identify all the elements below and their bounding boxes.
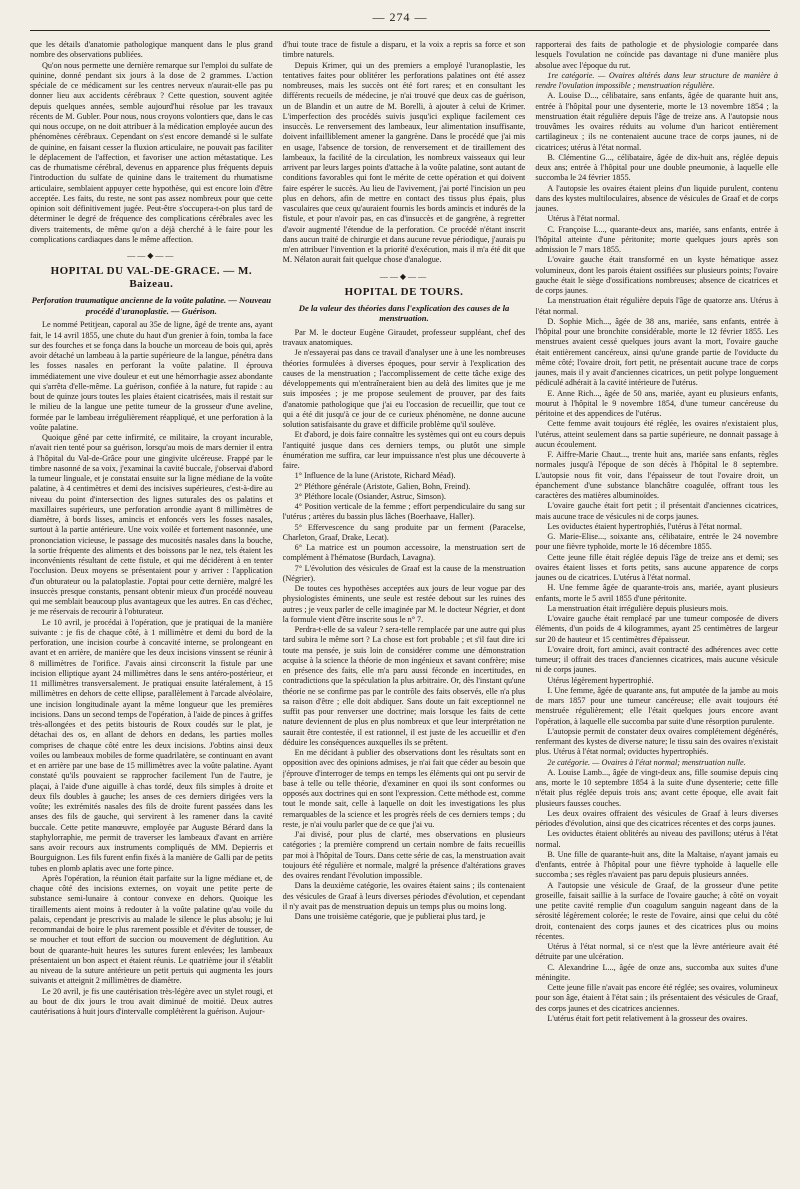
observation: A l'autopsie une vésicule de Graaf, de la grosseur d'une petite groseille, faisait saillie à la surface de l'ovaire gauche; à côté on voyait une petite cavité remplie d'un coagulum sanguin nageant dans de la sérosité légèrement colorée; le reste de l'ovaire, ainsi que celui du côté droit, contenaient des corps jaunes et des cicatrices plus ou moins récentes. [535, 880, 779, 941]
list-item: 3° Pléthore locale (Osiander, Astruc, Simson). [294, 491, 446, 501]
paragraph: Je n'essayerai pas dans ce travail d'analyser une à une les nombreuses théories formulées à diverses époques, pour servir à l'explication des causes de la menstruation ; l'accomplissement de cette tâche exige des développements qui m'entraîneraient bien au delà des limites que je me suis imposées ; je me propose seulement de prouver, par des faits d'anatomie pathologique que j'ai eu l'occasion de recueillir, que tout ce qui a été dit jusqu'à ce jour de ce curieux phénomène, ne donne aucune solution satisfaisante du grave et difficile problème qu'il soulève. [282, 348, 526, 429]
paragraph: En me décidant à publier des observations dont les résultats sont en opposition avec des opinions admises, je n'ai fait que céder au besoin que j'éprouve d'interroger de temps en temps les éléments qui ont pu servir de base à telle ou telle théorie, d'examiner en quoi ils sont conformes ou opposés aux doctrines qui en sont l'expression. Cette méthode est, comme tout le monde sait, celle à laquelle on doit les investigations les plus remarquables de la science et les progrès réels de ces derniers temps ; du reste, je n'ai voulu parler que de ce que j'ai vu. [282, 748, 526, 829]
observation: Utérus à l'état normal, si ce n'est que la lèvre antérieure avait été détruite par une ulcération. [535, 942, 779, 962]
category-heading: 1re catégorie. — Ovaires altérés dans leur structure de manière à rendre l'ovulation impossible ; menstruation régulière. [535, 70, 779, 90]
observation: Les oviductes étaient hypertrophiés, l'utérus à l'état normal. [547, 521, 742, 531]
paragraph: Le 10 avril, je procédai à l'opération, que je pratiquai de la manière suivante : je fis de chaque côté, à 1 millimètre et demi du bord de la perforation, une incision courbe à concavité interne, se prolongeant en avant et en arrière, de manière que les deux incisions vinssent se réunir à 8 millimètres de l'orifice. J'avais ainsi circonscrit la fistule par une incision elliptique ayant 24 millimètres dans le sens antéro-postérieur, et 11 millimètres transversalement. Je pratiquai ensuite latéralement, à 15 millimètres en dehors de cette ellipse, parallèlement à l'arcade alvéolaire, une incision longitudinale ayant la même longueur que les premières incisions. Dans un second temps de l'opération, à l'aide de pinces à griffes très-allongées et des petits bistouris de Roux coudés sur le plat, je détachai des os, en allant de dehors en dedans, les parties molles comprises de chaque côté entre les deux incisions. J'obtins ainsi deux voiles ou lambeaux mobiles de forme quadrilatère, se continuant en avant et en arrière par une base de 15 millimètres avec la voûte palatine. Ayant constaté qu'ils pouvaient se rapprocher facilement l'un de l'autre, je plaçai, à l'aide d'une aiguille à chas tordé, deux fils simples à droite et deux fils doubles à gauche; les anses de ces derniers dirigées vers la voûte; les extrémités nasales des fils de droite furent passées dans les anses des fils de gauche, qui servirent à les ramener dans la cavité buccale. Cette petite manœuvre, employée par Auguste Bérard dans la staphylorraphie, me permit de traverser les lambeaux d'avant en arrière sans avoir recours aux instruments compliqués de MM. Depierris et Bourguignon. Les fils furent enfin fixés à la manière de Galli par de petits tubes en plomb aplatis avec une forte pince. [30, 617, 273, 873]
section-subtitle: Perforation traumatique ancienne de la voûte palatine. — Nouveau procédé d'uranoplastie. — Guérison. [31, 295, 272, 316]
observation: L'utérus était fort petit relativement à la grosseur des ovaires. [547, 1013, 748, 1023]
observation: L'ovaire gauche était fort petit ; il présentait d'anciennes cicatrices, mais aucune trace de vésicules ni de corps jaunes. [535, 501, 779, 521]
observation: H. Une femme âgée de quarante-trois ans, mariée, ayant plusieurs enfants, morte le 5 avril 1855 d'une péritonite. [535, 583, 779, 603]
paragraph: d'hui toute trace de fistule a disparu, et la voix a repris sa force et son timbre naturels. [282, 40, 526, 60]
list-item: 4° Position verticale de la femme ; effort perpendiculaire du sang sur l'utérus ; artères du bassin plus lâches (Boerhaave, Haller). [282, 502, 526, 522]
observation: F. Aiffre-Marie Chaut..., trente huit ans, mariée sans enfants, règles normales jusqu'à l'époque de son décès à l'hôpital le 8 septembre. L'autopsie nous fit voir, dans l'épaisseur de tout l'ovaire droit, un épanchement d'une substance blanchâtre coagulée, offrant tous les caractères des matières albuminoïdes. [535, 450, 779, 500]
section-title: HOPITAL DE TOURS. [344, 285, 464, 298]
list-item: 5° Effervescence du sang produite par un ferment (Paracelse, Charleton, Graaf, Drake, Lecat). [282, 522, 526, 542]
paragraph: De toutes ces hypothèses acceptées aux jours de leur vogue par des physiologistes éminents, une seule est restée debout sur les ruines des autres ; je veux parler de celle imaginée par M. le docteur Négrier, et dont la formule vient d'être inscrite sous le n° 7. [282, 584, 526, 624]
column-1 [30, 40, 273, 1181]
observation: A. Louise Lamb..., âgée de vingt-deux ans, fille soumise depuis cinq ans, morte le 10 septembre 1854 à la suite d'une dysenterie; cette fille n'était plus réglée depuis trois ans; avant cette époque, elle avait fait plusieurs fausses couches. [535, 767, 779, 808]
page-number: — 274 — [372, 10, 428, 24]
observation: Les oviductes étaient oblitérés au niveau des pavillons; utérus à l'état normal. [535, 829, 779, 849]
observation: B. Clémentine G..., célibataire, âgée de dix-huit ans, réglée depuis deux ans; entrée à l'hôpital pour une double pneumonie, à laquelle elle succomba le 24 février 1855. [535, 152, 779, 183]
paragraph: Dans la deuxième catégorie, les ovaires étaient sains ; ils contenaient des vésicules de Graaf à leurs diverses périodes d'évolution, et cependant il n'y avait pas de menstruation depuis un temps plus ou moins long. [282, 881, 526, 911]
column-3 [535, 40, 778, 1181]
observation: La menstruation était irrégulière depuis plusieurs mois. [547, 603, 729, 613]
observation: L'ovaire droit, fort aminci, avait contracté des adhérences avec cette tumeur; il offrait des traces d'anciennes cicatrices, mais aucune vésicule ni de corps jaunes. [535, 644, 779, 675]
paragraph: Depuis Krimer, qui un des premiers a employé l'uranoplastie, les tentatives faites pour oblitérer les perforations palatines ont été assez nombreuses, mais les succès ont été fort rares; et en consultant les différents recueils de médecine, je n'ai trouvé que deux cas de guérison, un de Blandin et un autre de M. Borelli, à ajouter à celui de Krimer. L'imperfection des procédés suivis jusqu'ici explique facilement ces insuccès. Le renversement des lambeaux, leur alimentation insuffisante, doivent infailliblement amener la gangrène. Dans le procédé que j'ai mis en usage, l'absence de torsion, de renversement et de tiraillement des lambeaux, la facilité de la circulation, les nombreux vaisseaux qui leur arrivent par leurs larges points d'attache à la voûte palatine, sont autant de conditions favorables qui font le mérite de cette opération et qui doivent faire espérer le succès. Au lieu de l'avivement, j'ai porté l'incision un peu plus en dehors, afin de mettre en contact des tissus plus épais, plus vasculaires que ceux qu'auraient fournis les bords amincis et indurés de la fistule, et pour n'avoir pas, en cas d'insuccès et de gangrène, à regretter d'avoir augmenté l'étendue de la perforation. Ce procédé n'étant inscrit dans aucun traité de chirurgie et dans aucune revue périodique, j'aurais pu m'en attribuer l'invention et la priorité d'exécution, mais il m'a été dit que M. Nélaton aurait fait quelque chose d'analogue. [282, 60, 526, 265]
ornament-divider: ——◆—— [379, 271, 429, 281]
paragraph: J'ai divisé, pour plus de clarté, mes observations en plusieurs catégories ; la première comprend un certain nombre de faits recueillis par moi à l'hôpital de Tours. Dans cette série de cas, la menstruation avait toujours été régulière et normale, malgré la présence d'altérations graves des ovaires rendant l'évolution impossible. [282, 830, 526, 880]
header-rule [30, 30, 770, 31]
observation: Les deux ovaires offraient des vésicules de Graaf à leurs diverses périodes d'évolution, ainsi que des cicatrices récentes et des corps jaunes. [535, 808, 779, 828]
observation: Utérus légèrement hypertrophié. [547, 675, 654, 685]
observation: Utérus à l'état normal. [547, 214, 620, 224]
list-item: 2° Pléthore générale (Aristote, Galien, Bohn, Freind). [294, 481, 471, 491]
paragraph: Perdra-t-elle de sa valeur ? sera-telle remplacée par une autre qui plus tard subira le même sort ? La chose est fort probable ; et s'il faut dire ici toute ma pensée, je suis loin de considérer comme une démonstration acquise à la science la théorie de mon ingénieux et savant confrère; mise en présence des faits, elle m'a paru aussi féconde en incertitudes, en contradictions que la spéculation la plus arbitraire. Or, dès l'instant qu'une théorie ne se confirme pas par le contrôle des faits observés, elle n'a plus sa raison d'être ; elle doit abdiquer. Sans doute un fait exceptionnel ne suffit pas pour renverser une doctrine; mais lorsque les faits de cette nature deviennent de plus en plus nombreux et que leur interprétation ne saurait être contestée, il est rationnel, il est juste de les accueillir et d'en déduire les conséquences auxquelles ils se prêtent. [282, 625, 526, 747]
observation: B. Une fille de quarante-huit ans, dite la Maltaise, n'ayant jamais eu d'enfants, entrée à l'hôpital pour une fièvre typhoïde à laquelle elle succomba ; ses règles n'avaient pas paru depuis plusieurs années. [535, 849, 779, 880]
observation: Cette jeune fille n'avait pas encore été réglée; ses ovaires, volumineux pour son âge, étaient à l'état sain ; ils présentaient des vésicules de Graaf, des corps jaunes et des cicatrices anciennes. [535, 983, 779, 1013]
list-item: 6° La matrice est un poumon accessoire, la menstruation sert de complément à l'hématose (Burdach, Lavagna). [282, 543, 526, 563]
observation: D. Sophie Mich..., âgée de 38 ans, mariée, sans enfants, entrée à l'hôpital pour une bronchite considérable, morte le 12 février 1855. Les menstrues avaient cessé quelques jours avant la mort, l'ovaire gauche était entièrement cancéreux, ainsi qu'une grande partie de l'oviducte du même côté; l'ovaire droit, fort petit, ne présentait aucune trace de corps jaunes, mais il y avait d'anciennes cicatrices, un petit polype longuement pédiculé adhérait à la cavité intérieure de l'utérus. [535, 316, 779, 388]
observation: A l'autopsie les ovaires étaient pleins d'un liquide purulent, contenu dans des kystes multiloculaires, absence de vésicules de Graaf et de corps jaunes. [535, 183, 779, 213]
paragraph: rapporterai des faits de pathologie et de physiologie comparée dans lesquels l'ovulation ne coïncide pas davantage ni d'une manière plus absolue avec l'époque du rut. [535, 40, 779, 70]
observation: I. Une femme, âgée de quarante ans, fut amputée de la jambe au mois de mars 1857 pour une tumeur cancéreuse; elle avait toujours été menstruée régulièrement; elle l'était quelques jours encore avant l'opération, à laquelle elle succomba par suite d'une résorption purulente. [535, 685, 779, 726]
column-2 [283, 40, 526, 1181]
observation: L'autopsie permit de constater deux ovaires complétement dégénérés, renfermant des kystes de diverse nature; le tissu sain des ovaires n'existait plus. Utérus à l'état normal; oviductes hypertrophiés. [535, 726, 779, 757]
list-item: 1° Influence de la lune (Aristote, Richard Méad). [294, 471, 456, 481]
paragraph: Quoique gêné par cette infirmité, ce militaire, la croyant incurable, n'avait rien tenté pour sa guérison, lorsqu'au mois de mars dernier il entra à l'hôpital du Val-de-Grâce pour une gingivite ulcéreuse. Frappé par le timbre nasonné de sa voix, j'examinai la cavité buccale, j'observai d'abord la tumeur linguale, et je constatai ensuite sur la ligne médiane de la voûte palatine, à 4 centimètres et demi des incisives supérieures, c'est-à-dire au niveau du point d'intersection des lignes suturales des os palatins et maxillaires supérieurs, une perforation arrondie ayant 8 millimètres de diamètre, à bords lisses, amincis et enfoncés vers les fosses nasales, surtout à la partie antérieure. Une voix voilée et fortement nasonnée, une prononciation vicieuse, le passage des mucosités nasales dans la bouche, la sortie fréquente des aliments et des boissons par le nez, tels étaient les inconvénients résultant de cette fistule, et qui me décidèrent à en tenter l'occlusion. Deux moyens se présentaient pour y arriver : l'application d'un obturateur ou la palatoplastie. J'optai pour cette dernière, malgré les insuccès presque constants, pensant obtenir mieux d'un procédé nouveau qui me semblait beaucoup plus avantageux que les autres. En cas d'échec, je me réservais de recourir à l'obturateur. [30, 433, 273, 617]
paragraph: Le 20 avril, je fis une cautérisation très-légère avec un stylet rougi, et au bout de dix jours le trou avait diminué de moitié. Deux autres cautérisations à huit jours d'intervalle complétèrent la guérison. Aujour- [30, 986, 273, 1016]
observation: Cette jeune fille était réglée depuis l'âge de treize ans et demi; ses ovaires étaient lisses et forts petits, sans aucune apparence de corps jaunes ou de cicatrices. L'utérus à l'état normal. [535, 552, 779, 582]
section-subtitle: De la valeur des théories dans l'explication des causes de la menstruation. [298, 302, 510, 324]
paragraph: Après l'opération, la réunion était parfaite sur la ligne médiane et, de chaque côté des incisions externes, on voyait une petite perte de substance semi-lunaire à contour convexe en dehors. Quoique les tiraillements aient moins à redouter à la voûte palatine qu'au voile du palais, cependant je prescrivis au malade le silence le plus absolu; je lui recommandai de boire le plus rarement possible et d'éviter de tousser, de se moucher et tout effort de succion ou mouvement de déglutition. Au bout de quarante-huit heures les sutures furent enlevées; les lambeaux présentaient un bon aspect et étaient réunis. Le quatrième jour il s'établit au niveau de la suture antérieure un petit pertuis qui augmenta les jours suivants et atteignit 2 millimètres de diamètre. [30, 873, 273, 986]
observation: E. Anne Rich..., âgée de 50 ans, mariée, ayant eu plusieurs enfants, mourut à l'hôpital le 9 novembre 1854, d'une tumeur cancéreuse du péritoine et des appendices de l'utérus. [535, 388, 779, 418]
observation: G. Marie-Elise..., soixante ans, célibataire, entrée le 24 novembre pour une fièvre typhoïde, morte le 16 décembre 1855. [535, 532, 779, 552]
columns [30, 40, 778, 1181]
observation: Cette femme avait toujours été réglée, les ovaires n'existaient plus, l'utérus, atteint seulement dans sa partie supérieure, ne donnait passage à aucun écoulement. [535, 419, 779, 449]
section-title: HOPITAL DU VAL-DE-GRACE. — M. Baizeau. [50, 265, 253, 291]
observation: C. Françoise L..., quarante-deux ans, mariée, sans enfants, entrée à l'hôpital atteinte d'une péritonite; morte quelques jours après son admission le 7 mars 1855. [535, 224, 779, 254]
paragraph: Le nommé Petitjean, caporal au 35e de ligne, âgé de trente ans, ayant fait, le 14 avril 1855, une chute du haut d'un grenier à foin, tomba la face sur des fourches et se fonça dans la bouche un morceau de bois qui, après avoir détaché un lambeau à la partie supérieure de la langue, pénétra dans les fosses nasales en perforant la voûte palatine. Il éprouva immédiatement une vive douleur et eut une hémorrhagie assez abondante qui s'arrêta d'elle-même. La guérison, confiée à la nature, fut rapide : au bout de quinze jours toutes les plaies étaient cicatrisées, mais il restait sur le milieu de la langue une petite tumeur de la grosseur d'une aveline, formée par le lambeau irrégulièrement réappliqué, et une perforation à la voûte palatine. [30, 320, 273, 432]
paragraph: Qu'on nous permette une dernière remarque sur l'emploi du sulfate de quinine, donné pendant six jours à la dose de 2 grammes. L'action spéciale de ce médicament sur les centres nerveux n'aurait-elle pas pu donner lieu aux accidents cérébraux ? Cette question, souvent agitée depuis quelques années, semble aujourd'hui résolue par les travaux récents de M. Gubler. Pour nous, nous croyons volontiers que, dans le cas qui nous occupe, on ne doit attribuer à la médication employée aucun des phénomènes cérébraux. Cependant on s'est encore demandé si le sulfate de quinine, en faisant cesser la fluxion articulaire, ne pouvait pas faciliter le déplacement de l'affection, et favoriser une action métastatique. Les cas de rhumatisme cérébral, devenus en apparence plus fréquents depuis l'introduction du sulfate de quinine dans le traitement du rhumatisme articulaire, semblaient appuyer cette hypothèse, qui est encore loin d'être acceptée. Les faits, du reste, ne sont pas assez nombreux pour que cette opinion soit définitivement jugée. Peut-être s'occupera-t-on plus tard de déterminer le degré de fréquence des complications cérébrales avec les divers traitements, de même qu'on a déjà cherché à le faire pour les complications cardiaques dans le même affection. [30, 60, 273, 244]
observation: C. Alexandrine L..., âgée de onze ans, succomba aux suites d'une méningite. [535, 962, 779, 982]
observation: La menstruation était régulière depuis l'âge de quatorze ans. Utérus à l'état normal. [535, 296, 779, 316]
paragraph: Et d'abord, je dois faire connaître les systèmes qui ont eu cours depuis l'antiquité jusque dans ces derniers temps, ou plutôt une simple énumération me suffira, car leur impuissance n'est plus une découverte à faire. [282, 430, 526, 470]
paragraph: Dans une troisième catégorie, que je publierai plus tard, je [294, 912, 486, 921]
observation: L'ovaire gauche était transformé en un kyste hématique assez volumineux, dont les parois étaient ossifiées sur plusieurs points; l'ovaire gauche était le siège d'ossifications nombreuses; absence de cicatrices et de corps jaunes. [535, 255, 779, 295]
category-heading: 2e catégorie. — Ovaires à l'état normal; menstruation nulle. [547, 757, 746, 767]
list-item: 7° L'évolution des vésicules de Graaf est la cause de la menstruation (Négrier). [282, 563, 526, 583]
paragraph: que les détails d'anatomie pathologique manquent dans le plus grand nombre des observations publiées. [30, 40, 273, 60]
observation: L'ovaire gauche était remplacé par une tumeur composée de divers éléments, d'un poids de 4 kilogrammes, ayant 25 centimètres de largeur sur 20 de hauteur et 15 centimètres d'épaisseur. [535, 614, 779, 644]
ornament-divider: ——◆—— [127, 251, 176, 260]
author-line: Par M. le docteur Eugène Giraudet, professeur suppléant, chef des travaux anatomiques. [282, 327, 526, 347]
observation: A. Louise D..., célibataire, sans enfants, âgée de quarante huit ans, entrée à l'hôpital pour une dysenterie, morte le 13 novembre 1854 ; la menstruation était régulière depuis l'âge de treize ans. A l'autopsie nous trouvâmes les ovaires réduits au volume d'un haricot entièrement cartilagineux ; ils ne contenaient aucune trace de corps jaunes, ni de cicatrices; utérus à l'état normal. [535, 91, 779, 152]
